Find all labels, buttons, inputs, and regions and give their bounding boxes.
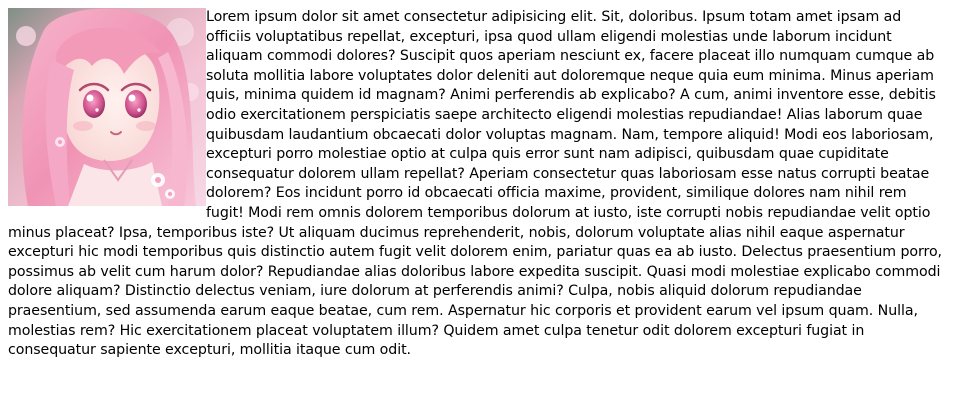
anime-girl-image bbox=[8, 8, 206, 206]
article-paragraph-container bbox=[8, 8, 948, 361]
article-paragraph-text: Lorem ipsum dolor sit amet consectetur adipisicing elit. Sit, doloribus. Ipsum totam amet ipsam ad officiis voluptatibus repellat, excepturi, ipsa quod ullam eligendi molestias unde laborum incidunt aliquam commodi dolores? Suscipit quos aperiam nesciunt ex, facere placeat illo numquam cumque ab soluta mollitia labore voluptates dolor deleniti aut doloremque neque quia eum minima. Minus aperiam quis, minima quidem id magnam? Animi perferendis ab explicabo? A cum, animi inventore esse, debitis odio exercitationem perspiciatis saepe architecto eligendi molestias repudiandae! Alias laborum quae quibusdam laudantium obcaecati dolor voluptas magnam. Nam, tempore aliquid! Modi eos laboriosam, excepturi porro molestiae optio at culpa quis error sunt nam adipisci, quibusdam quae cupiditate consequatur dolorem ullam repellat? Aperiam consectetur quas laboriosam esse natus corrupti beatae dolorem? Eos incidunt porro id obcaecati officia maxime, provident, similique dolores nam nihil rem fugit! Modi rem omnis dolorem temporibus dolorum at iusto, iste corrupti nobis repudiandae velit optio minus placeat? Ipsa, temporibus iste? Ut aliquam ducimus reprehenderit, nobis, dolorum voluptate alias nihil eaque aspernatur excepturi hic modi temporibus quis distinctio autem fugit velit dolorem enim, pariatur quas ea ab iusto. Delectus praesentium porro, possimus ab velit cum harum dolor? Repudiandae alias doloribus labore expedita suscipit. Quasi modi molestiae explicabo commodi dolore aliquam? Distinctio delectus veniam, iure dolorum at perferendis animi? Culpa, nobis aliquid dolorum repudiandae praesentium, sed assumenda earum eaque beatae, cum rem. Aspernatur hic corporis et provident earum vel ipsum quam. Nulla, molestias rem? Hic exercitationem placeat voluptatem illum? Quidem amet culpa tenetur odit dolorem excepturi fugiat in consequatur sapiente excepturi, mollitia itaque cum odit. bbox=[8, 9, 942, 359]
